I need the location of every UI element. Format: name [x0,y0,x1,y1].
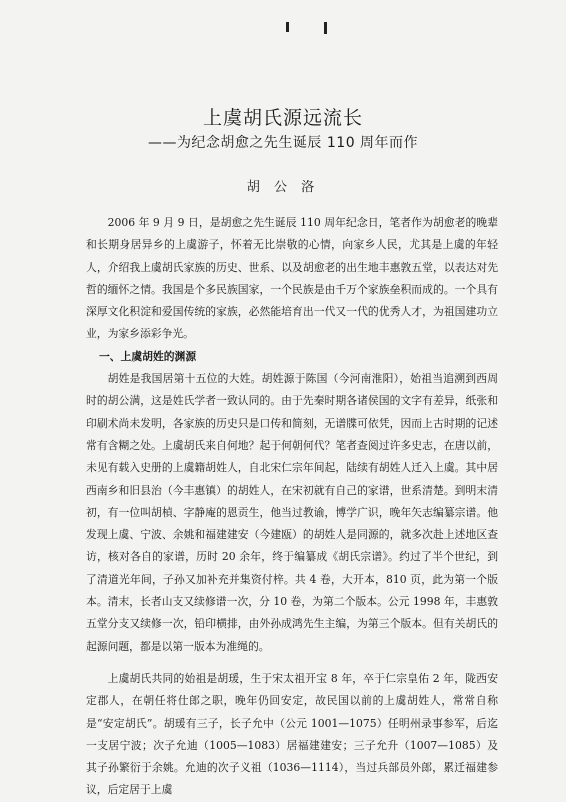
page-subtitle: ——为纪念胡愈之先生诞辰 110 周年而作 [147,135,419,151]
article-body [86,212,498,802]
page-title: 上虞胡氏源远流长 [202,107,363,129]
paragraph-intro: 2006 年 9 月 9 日，是胡愈之先生诞辰 110 周年纪念日，笔者作为胡愈老的晚辈和长期身居异乡的上虞游子，怀着无比崇敬的心情，向家乡人民，尤其是上虞的年轻人，介绍我上虞胡氏家族的历史、世系、以及胡愈老的出生地丰惠敦五堂，以表达对先哲的缅怀之情。我国是个多民族国家，一个民族是由千万个家族垒积而成的。一个具有深厚文化积淀和爱国传统的家族，必然能培育出一代又一代的优秀人才，为祖国建功立业，为家乡添彩争光。 [86,216,498,341]
scan-mark [324,22,327,34]
scan-mark [286,22,289,32]
author-name: 胡 公 洛 [246,180,320,195]
section-heading: 一、上虞胡姓的渊源 [98,349,197,363]
paragraph-ancestor: 上虞胡氏共同的始祖是胡瑗，生于宋太祖开宝 8 年，卒于仁宗皇佑 2 年，陇西安定郡人，在朝任将仕郎之职，晚年仍回安定，故民国以前的上虞胡姓人，常常自称是“安定胡氏”。胡瑗有三子，长子允中（公元 1001—1075）任明州录事参军，后迄一支居宁波；次子允迪（1005—1083）居福建建安；三子允升（1007—1085）及其子孙繁衍于余姚。允迪的次子义祖（1036—1114），当过兵部员外郎，累迁福建参议，后定居于上虞 [86,671,498,797]
paragraph-origin: 胡姓是我国居第十五位的大姓。胡姓源于陈国（今河南淮阳），始祖当追溯到西周时的胡公满，这是姓氏学者一致认同的。由于先秦时期各诸侯国的文字有差异，纸张和印刷术尚未发明，各家族的历史只是口传和简刻，无谱牒可依凭，因而上古时期的记述常有含糊之处。上虞胡氏来自何地？起于何朝何代？笔者查阅过许多史志，在唐以前，未见有载入史册的上虞籍胡姓人，自北宋仁宗年间起，陆续有胡姓人迁入上虞。其中居西南乡和旧县治（今丰惠镇）的胡姓人，在宋初就有自己的家谱，世系清楚。到明末清初，有一位叫胡楨、字静庵的恩贡生，他当过教谕，博学广识，晚年矢志编纂宗谱。他发现上虞、宁波、余姚和福建建安（今建瓯）的胡姓人是同源的，就多次赴上述地区查访，核对各自的家谱，历时 20 余年，终于编纂成《胡氏宗谱》。约过了半个世纪，到了清道光年间，子孙又加补充并集资付梓。共 4 卷，大开本，810 页，此为第一个版本。清末，长者山支又续修谱一次，分 10 卷，为第二个版本。公元 1998 年，丰惠敦五堂分支又续修一次，铅印横排，由外孙成鸿先生主编，为第三个版本。但有关胡氏的起源问题，都是以第一版本为准绳的。 [86,372,498,653]
